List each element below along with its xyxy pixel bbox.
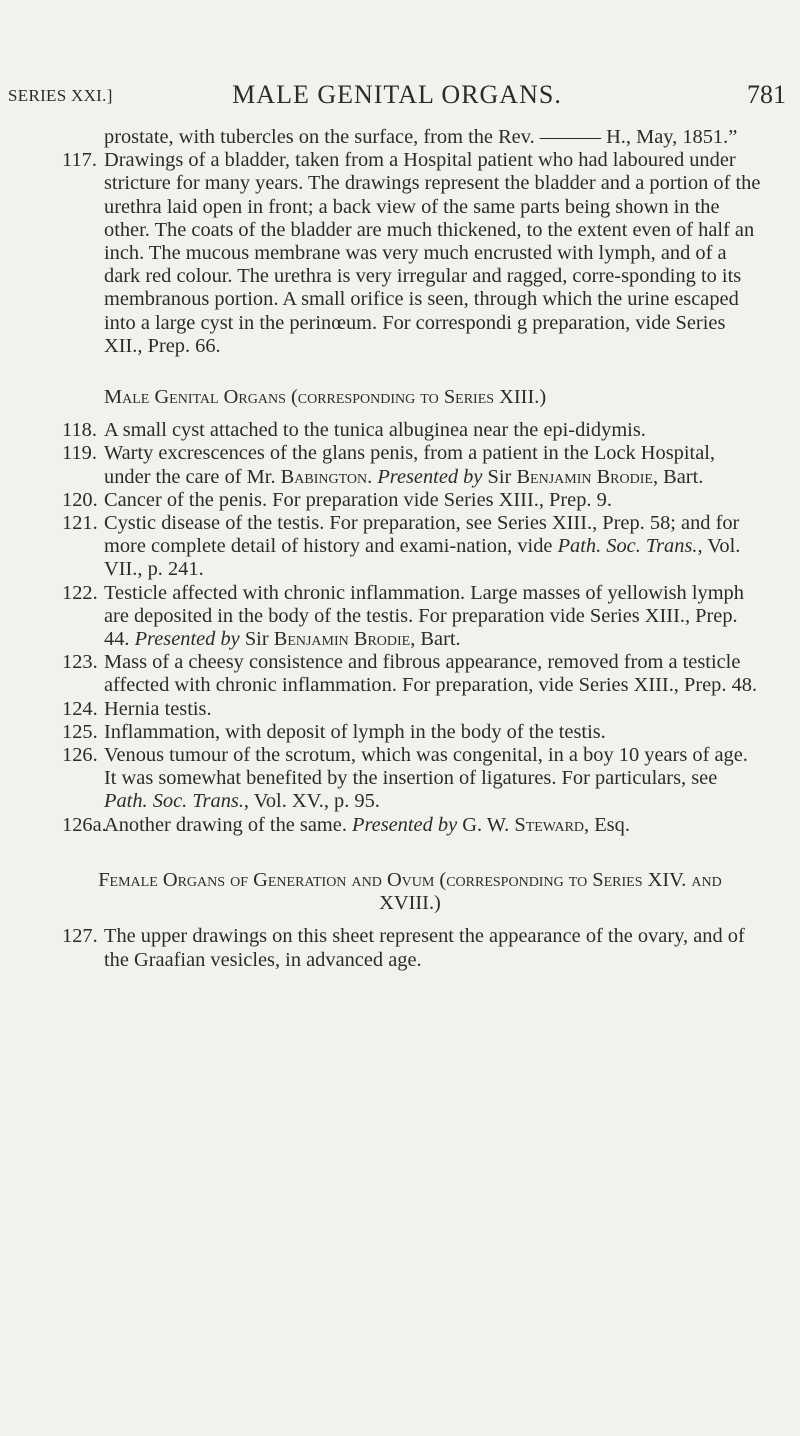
entry-text: Venous tumour of the scrotum, which was congenital, in a boy 10 years of age. It was somewhat benefited by the insertion of ligatures. For particulars, see Path. Soc. Trans., Vol. XV., p. 95. xyxy=(104,744,748,813)
section-heading-male: Male Genital Organs (corresponding to Series XIII.) xyxy=(104,386,547,409)
entry-number: 127. xyxy=(62,925,98,948)
entry-text: Drawings of a bladder, taken from a Hospital patient who had laboured under stricture for many years. The drawings represent the bladder and a portion of the urethra laid open in front; a back view of the same parts being shown in the other. The coats of the bladder are much thickened, to the extent even of half an inch. The mucous membrane was very much encrusted with lymph, and of a dark red colour. The urethra is very irregular and ragged, corre-sponding to its membranous portion. A small orifice is seen, through which the urine escaped into a large cyst in the perinœum. For correspondi g preparation, vide Series XII., Prep. 66. xyxy=(104,149,761,357)
catalogue-entry xyxy=(0,651,800,697)
entry-text: Warty excrescences of the glans penis, from a patient in the Lock Hospital, under the care of Mr. Babington. Presented by Sir Benjamin Brodie, Bart. xyxy=(104,442,716,488)
entry-number: 121. xyxy=(62,512,98,535)
catalogue-entry xyxy=(0,149,800,358)
entry-number: 124. xyxy=(62,697,98,720)
entry-text: Mass of a cheesy consistence and fibrous appearance, removed from a testicle affected with chronic inflammation. For preparation, vide Series XIII., Prep. 48. xyxy=(104,651,758,697)
entry-number: 122. xyxy=(62,581,98,604)
page-header xyxy=(8,60,786,109)
catalogue-entry xyxy=(0,698,800,721)
person-name: Steward xyxy=(514,813,585,836)
person-name: Babington xyxy=(280,465,368,488)
entry-text: Inflammation, with deposit of lymph in the body of the testis. xyxy=(104,720,606,743)
journal-citation: Path. Soc. Trans. xyxy=(557,535,698,558)
page-body xyxy=(0,126,800,972)
catalogue-entry xyxy=(0,442,800,488)
entry-number: 117. xyxy=(62,149,97,172)
journal-citation: Path. Soc. Trans. xyxy=(104,790,244,813)
person-name: Benjamin Brodie xyxy=(273,628,411,651)
running-title: MALE GENITAL ORGANS. xyxy=(232,80,562,109)
continued-paragraph: prostate, with tubercles on the surface, from the Rev. ——— H., May, 1851.” xyxy=(104,126,738,148)
catalogue-entry xyxy=(0,925,800,971)
entry-number: 125. xyxy=(62,720,98,743)
entry-number: 126. xyxy=(62,744,98,767)
entry-text: A small cyst attached to the tunica albuginea near the epi-didymis. xyxy=(104,419,646,442)
catalogue-entry xyxy=(0,582,800,652)
entry-text: The upper drawings on this sheet represent the appearance of the ovary, and of the Graafian vesicles, in advanced age. xyxy=(104,925,745,971)
entry-text: Testicle affected with chronic inflammation. Large masses of yellowish lymph are deposited in the body of the testis. For preparation vide Series XIII., Prep. 44. Presented by Sir Benjamin Brodie, Bart. xyxy=(104,581,744,651)
catalogue-entry xyxy=(0,512,800,582)
series-label: SERIES XXI.] xyxy=(8,86,113,105)
catalogue-entry xyxy=(0,744,800,814)
entry-number: 126a. xyxy=(62,813,107,836)
entry-number: 120. xyxy=(62,488,98,511)
entry-text: Hernia testis. xyxy=(104,697,212,720)
entry-number: 119. xyxy=(62,442,97,465)
entry-number: 118. xyxy=(62,419,97,442)
catalogue-entry xyxy=(0,814,800,837)
entry-text: Cystic disease of the testis. For preparation, see Series XIII., Prep. 58; and for more complete detail of history and exami-nation, vide Path. Soc. Trans., Vol. VII., p. 241. xyxy=(104,512,741,581)
catalogue-entry xyxy=(0,489,800,512)
entry-number: 123. xyxy=(62,651,98,674)
entry-text: Cancer of the penis. For preparation vide Series XIII., Prep. 9. xyxy=(104,488,612,511)
person-name: Benjamin Brodie xyxy=(516,465,653,488)
catalogue-entry xyxy=(0,721,800,744)
entry-text: Another drawing of the same. Presented by G. W. Steward, Esq. xyxy=(104,813,630,836)
page-number: 781 xyxy=(747,80,786,109)
section-heading-female: Female Organs of Generation and Ovum (corresponding to Series XIV. and XVIII.) xyxy=(98,868,722,915)
catalogue-entry xyxy=(0,419,800,442)
